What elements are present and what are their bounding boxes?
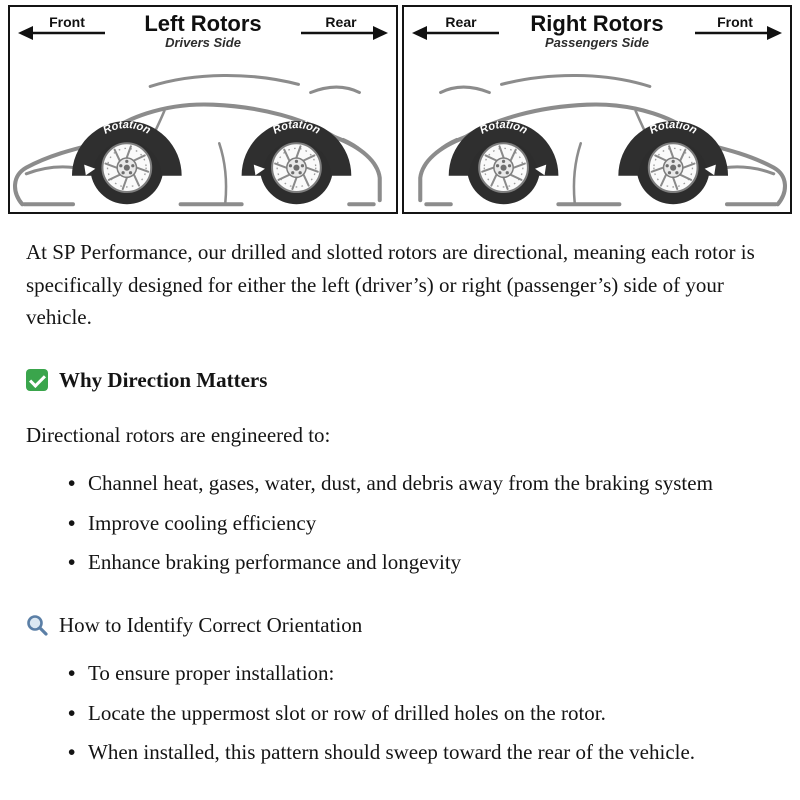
magnifier-icon	[26, 614, 48, 636]
article-body	[0, 214, 800, 786]
why-lead-text: Directional rotors are engineered to:	[26, 422, 331, 447]
identify-bullets-list	[26, 657, 774, 769]
right-rotors-panel	[402, 5, 792, 214]
rotation-label: Rotation	[270, 118, 323, 137]
right-panel-header	[404, 7, 790, 60]
panel-title: Left Rotors	[144, 11, 262, 36]
rotation-label: Rotation	[101, 118, 153, 137]
arrow-label: Front	[717, 14, 753, 30]
list-item: • When installed, this pattern should sweep toward the rear of the vehicle.	[88, 736, 774, 769]
list-item: • Improve cooling efficiency	[88, 507, 774, 540]
front-arrow-icon	[17, 14, 109, 41]
left-panel-header	[10, 7, 396, 60]
heading-text: Why Direction Matters	[59, 368, 268, 392]
panel-subtitle: Passengers Side	[544, 35, 650, 51]
list-item: • Enhance braking performance and longevity	[88, 546, 774, 579]
rotation-label: Rotation	[477, 118, 530, 137]
arrow-label: Front	[49, 14, 85, 30]
list-item: • Locate the uppermost slot or row of drilled holes on the rotor.	[88, 697, 774, 730]
identify-orientation-heading	[26, 609, 774, 642]
panel-title: Right Rotors	[530, 11, 664, 36]
left-rotors-panel	[8, 5, 398, 214]
arrow-label: Rear	[325, 14, 357, 30]
arrow-label: Rear	[445, 14, 477, 30]
intro-paragraph: At SP Performance, our drilled and slotted rotors are directional, meaning each rotor is specifically designed for either the left (driver’s) or right (passenger’s) side of your vehicle.	[26, 240, 755, 330]
check-icon	[26, 369, 48, 391]
list-item: • To ensure proper installation:	[88, 657, 774, 690]
rear-arrow-icon	[411, 14, 503, 41]
panel-subtitle: Drivers Side	[165, 35, 241, 51]
why-bullets-list	[26, 467, 774, 579]
heading-text: How to Identify Correct Orientation	[59, 612, 363, 637]
rotation-label: Rotation	[647, 118, 699, 137]
front-arrow-icon	[691, 14, 783, 41]
why-direction-matters-heading	[26, 364, 774, 397]
rotor-direction-diagram	[0, 0, 800, 214]
rear-arrow-icon	[297, 14, 389, 41]
list-item: • Channel heat, gases, water, dust, and debris away from the braking system	[88, 467, 774, 500]
left-car-illustration	[10, 60, 396, 212]
right-car-illustration	[404, 60, 790, 212]
